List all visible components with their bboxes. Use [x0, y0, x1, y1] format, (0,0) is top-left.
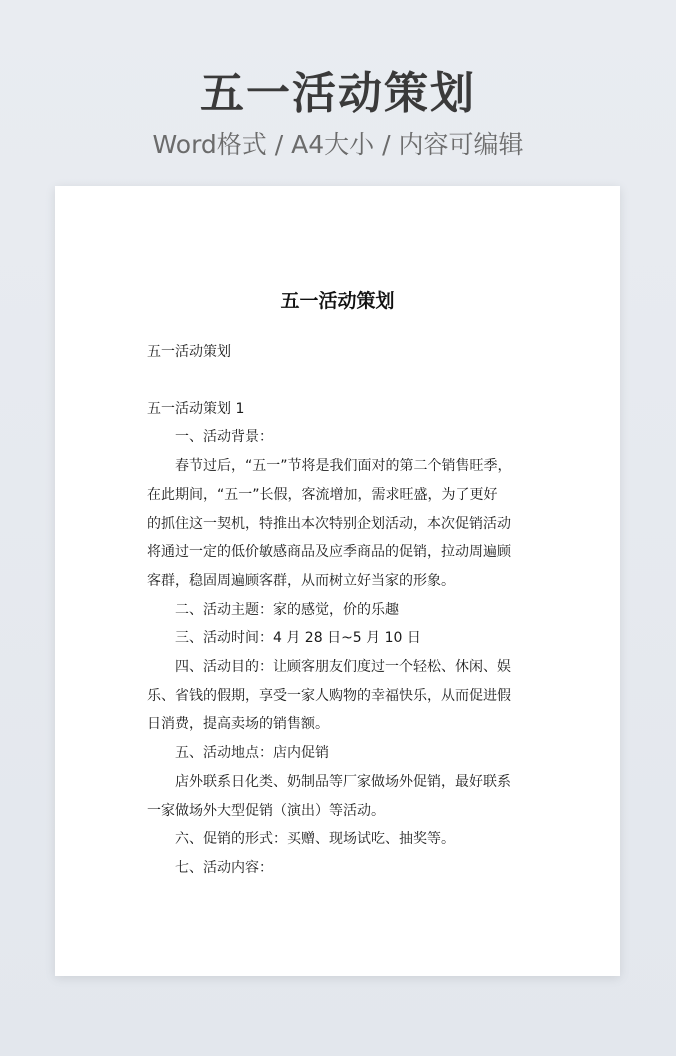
document-body — [147, 338, 547, 883]
hero-title: 五一活动策划 — [200, 68, 476, 119]
doc-line: 五、活动地点：店内促销 — [175, 745, 329, 762]
doc-line: 一、活动背景： — [175, 429, 273, 446]
doc-line: 一家做场外大型促销（演出）等活动。 — [147, 802, 385, 819]
doc-line: 五一活动策划 1 — [147, 400, 245, 417]
doc-line: 日消费，提高卖场的销售额。 — [147, 716, 329, 733]
hero-header — [0, 62, 676, 162]
doc-line: 春节过后，“五一”节将是我们面对的第二个销售旺季， — [175, 458, 512, 475]
blank-line — [147, 367, 547, 395]
document-title: 五一活动策划 — [280, 290, 395, 312]
document-page — [55, 186, 620, 976]
doc-line: 客群，稳固周遍顾客群，从而树立好当家的形象。 — [147, 572, 455, 589]
doc-line: 乐、省钱的假期，享受一家人购物的幸福快乐，从而促进假 — [147, 687, 511, 704]
doc-line: 五一活动策划 — [147, 344, 231, 360]
doc-line: 三、活动时间：4 月 28 日~5 月 10 日 — [175, 630, 421, 647]
doc-line: 七、活动内容： — [175, 859, 273, 876]
doc-line: 的抓住这一契机，特推出本次特别企划活动，本次促销活动 — [147, 515, 511, 532]
doc-line: 将通过一定的低价敏感商品及应季商品的促销，拉动周遍顾 — [147, 544, 511, 561]
hero-subtitle: Word格式 / A4大小 / 内容可编辑 — [152, 130, 524, 159]
doc-line: 二、活动主题：家的感觉，价的乐趣 — [175, 601, 399, 618]
doc-line: 在此期间，“五一”长假，客流增加，需求旺盛，为了更好 — [147, 486, 498, 503]
doc-line: 六、促销的形式：买赠、现场试吃、抽奖等。 — [175, 831, 455, 848]
doc-line: 四、活动目的：让顾客朋友们度过一个轻松、休闲、娱 — [175, 659, 511, 676]
doc-line: 店外联系日化类、奶制品等厂家做场外促销，最好联系 — [175, 773, 511, 790]
